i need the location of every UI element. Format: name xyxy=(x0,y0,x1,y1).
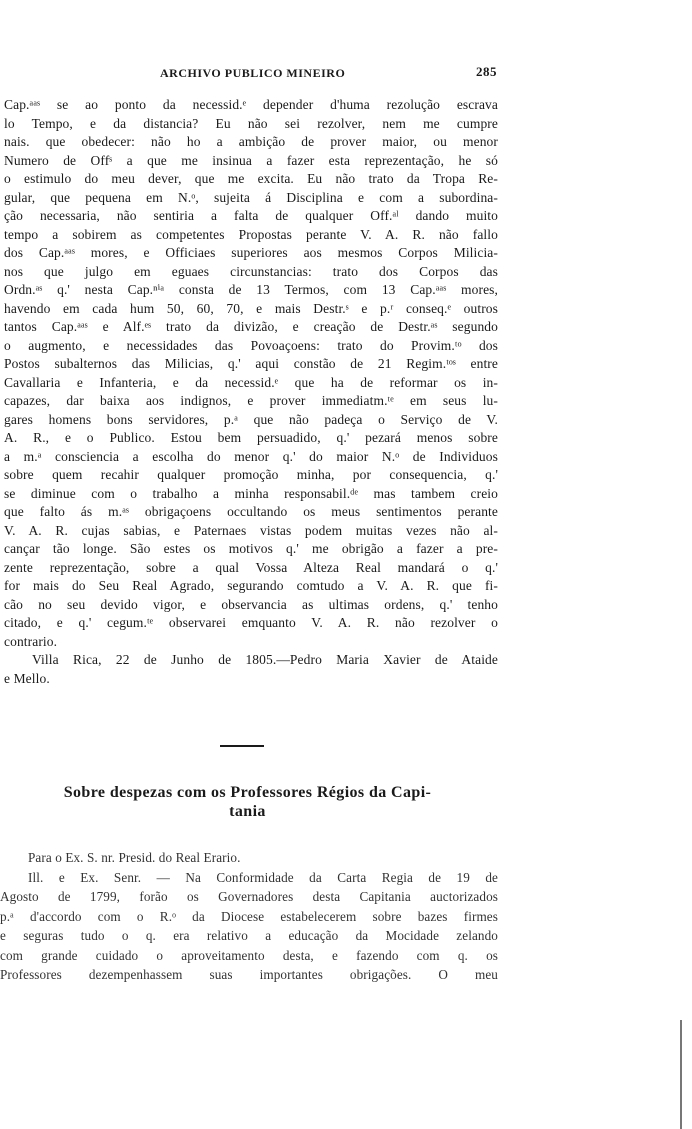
page-number: 285 xyxy=(476,64,497,79)
body-text-line: o augmento, e necessidades das Povoaçoens: trato do Provim.ᵗᵒ dos xyxy=(4,337,498,353)
body-text-line: tantos Cap.ᵃᵃˢ e Alf.ᵉˢ trato da divizão, e creação de Destr.ᵃˢ segundo xyxy=(4,319,498,334)
section-heading-line-1: Sobre despezas com os Professores Régios da Capi- xyxy=(63,784,432,801)
body-text-line: que falto ás m.ᵃˢ obrigaçoens occultando os meus sentimentos perante xyxy=(4,504,498,519)
body-text-line: ção necessaria, não sentiria a falta de qualquer Off.ᵃˡ dando muito xyxy=(4,208,498,223)
body-text-line: se diminue com o trabalho a minha responsabil.ᵈᵉ mas tambem creio xyxy=(4,485,498,501)
body-text-line: for mais do Seu Real Agrado, segurando comtudo a V. A. R. que fi- xyxy=(4,578,498,593)
section-text-line: e seguras tudo o q. era relativo a educação da Mocidade zelando xyxy=(0,928,498,943)
body-text-line: nais. que obedecer: não ho a ambição de prover maior, ou menor xyxy=(4,134,498,149)
section-text-line: p.ᵃ d'accordo com o R.ᵒ da Diocese estabelecerem sobre bazes firmes xyxy=(0,908,498,924)
body-text-line: Cap.ᵃᵃˢ se ao ponto da necessid.ᵉ depender d'huma rezolução escrava xyxy=(4,97,498,112)
body-text-line: V. A. R. cujas sabias, e Paternaes vistas podem muitas vezes não al- xyxy=(4,522,498,538)
body-text-line: tempo a sobirem as competentes Propostas perante V. A. R. não fallo xyxy=(4,226,498,242)
body-text-line: Cavallaria e Infanteria, e da necessid.ᵉ que ha de reformar os in- xyxy=(4,374,498,390)
signature-line: e Mello. xyxy=(4,670,50,686)
signature-line: Villa Rica, 22 de Junho de 1805.—Pedro Maria Xavier de Ataide xyxy=(32,652,498,667)
body-text-line: zente reprezentação, sobre a qual Vossa Alteza Real mandará o q.' xyxy=(4,559,498,575)
section-text-line: Agosto de 1799, forão os Governadores desta Capitania auctorizados xyxy=(0,889,498,904)
body-text-line: nos que julgo em eguaes circunstancias: trato dos Corpos das xyxy=(4,263,498,279)
body-text-line: o estimulo do meu dever, que me excita. Eu não trato da Tropa Re- xyxy=(4,171,498,186)
letter-body xyxy=(4,96,498,688)
binding-edge xyxy=(680,1020,682,1129)
body-text-line: contrario. xyxy=(4,633,58,649)
section-text-line: com grande cuidado o aproveitamento desta, e fazendo com q. os xyxy=(0,947,498,963)
body-text-line: gular, que pequena em N.ᵒ, sujeita á Disciplina e com a subordina- xyxy=(4,189,498,205)
body-text-line: cão no seu devido vigor, e observancia as ultimas ordens, q.' tenho xyxy=(4,596,498,612)
body-text-line: cançar tão longe. São estes os motivos q.' me obrigão a fazer a pre- xyxy=(4,541,498,556)
section-heading xyxy=(0,783,495,821)
body-text-line: Postos subalternos das Milicias, q.' aqui constão de 21 Regim.ᵗᵒˢ entre xyxy=(4,356,498,371)
body-text-line: havendo em cada hum 50, 60, 70, e mais Destr.ˢ e p.ʳ conseq.ᵉ outros xyxy=(4,300,498,316)
body-text-line: sobre quem recahir qualquer promoção minha, por consequencia, q.' xyxy=(4,467,498,482)
section-text-line: Ill. e Ex. Senr. — Na Conformidade da Carta Regia de 19 de xyxy=(28,869,498,885)
section-text-line: Para o Ex. S. nr. Presid. do Real Erario. xyxy=(28,850,241,865)
section-text-line: Professores dezempenhassem suas importantes obrigações. O meu xyxy=(0,967,498,982)
body-text-line: gares homens bons servidores, p.ᵃ que não padeça o Serviço de V. xyxy=(4,411,498,427)
body-text-line: Numero de Offˢ a que me insinua a fazer esta reprezentação, he só xyxy=(4,152,498,168)
body-text-line: capazes, dar baixa aos indignos, e prover immediatm.ᵗᵉ em seus lu- xyxy=(4,393,498,408)
body-text-line: Ordn.ᵃˢ q.' nesta Cap.ⁿⁱᵃ consta de 13 Termos, com 13 Cap.ᵃᵃˢ mores, xyxy=(4,282,498,297)
body-text-line: A. R., e o Publico. Estou bem persuadido, q.' pezará menos sobre xyxy=(4,430,498,445)
section-divider xyxy=(220,745,264,747)
header-title: ARCHIVO PUBLICO MINEIRO xyxy=(160,66,346,80)
body-text-line: citado, e q.' cegum.ᵗᵉ observarei emquanto V. A. R. não rezolver o xyxy=(4,615,498,630)
body-text-line: a m.ᵃ consciencia a escolha do menor q.' do maior N.ᵒ de Individuos xyxy=(4,448,498,464)
body-text-line: dos Cap.ᵃᵃˢ mores, e Officiaes superiores aos mesmos Corpos Milicia- xyxy=(4,245,498,260)
body-text-line: lo Tempo, e da distancia? Eu não sei rezolver, nem me cumpre xyxy=(4,115,498,131)
section-heading-line-2: tania xyxy=(229,803,266,820)
section-body xyxy=(0,848,498,985)
